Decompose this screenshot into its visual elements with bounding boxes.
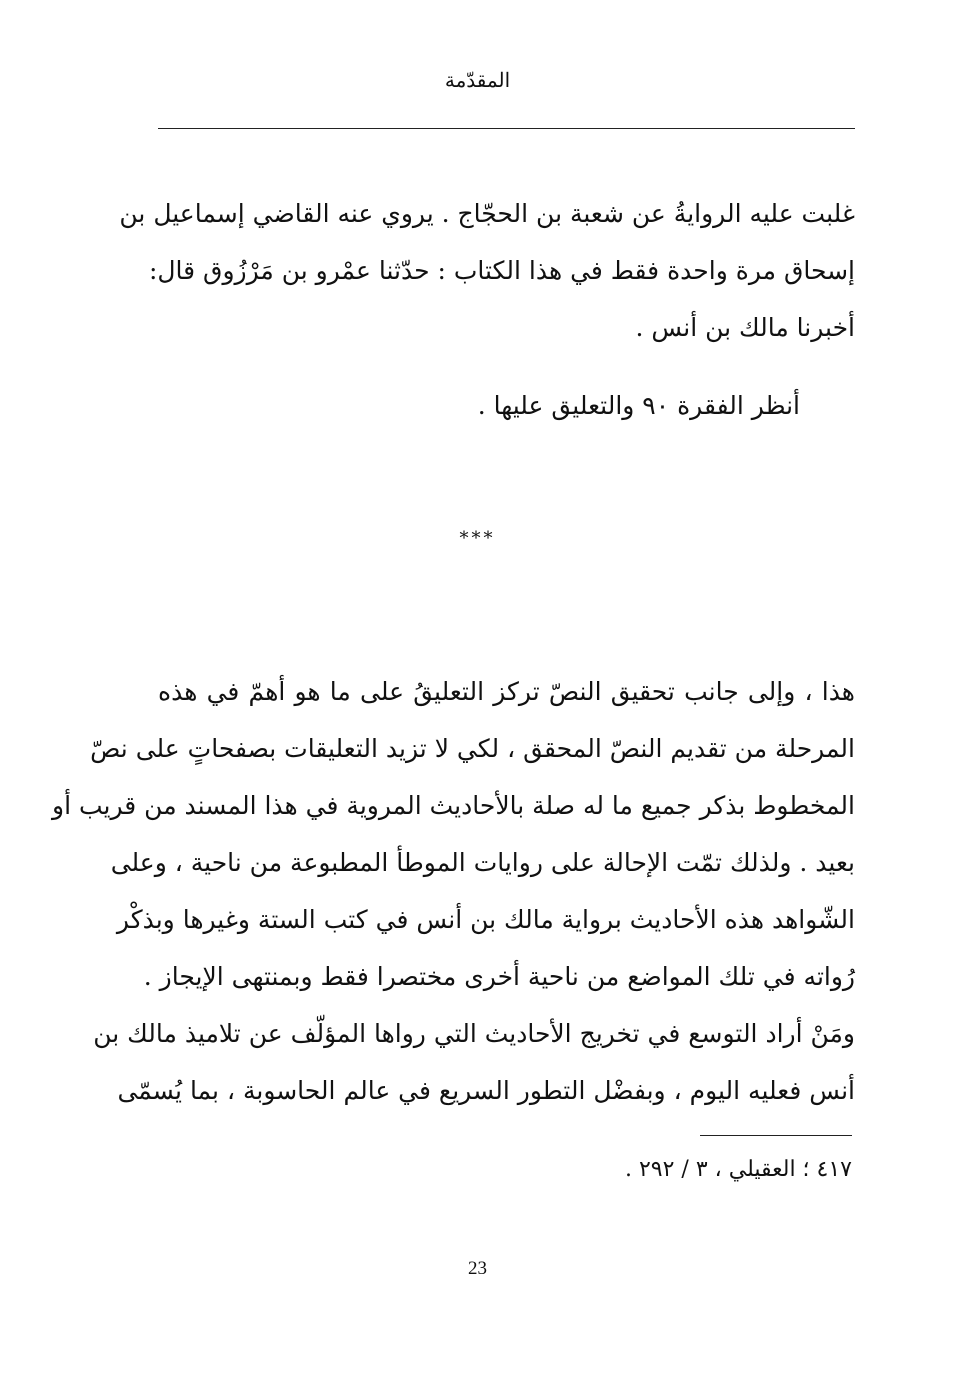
paragraph-2 — [52, 663, 855, 1119]
footnote-rule — [700, 1135, 852, 1136]
paragraph-2-line: ومَنْ أراد التوسع في تخريج الأحاديث التي رواها المؤلّف عن تلاميذ مالك بن — [93, 1019, 855, 1048]
paragraph-1-line: غلبت عليه الروايةُ عن شعبة بن الحجّاج . يروي عنه القاضي إسماعيل بن — [119, 199, 855, 228]
paragraph-2-line: بعيد . ولذلك تمّت الإحالة على روايات الموطأ المطبوعة من ناحية ، وعلى — [110, 848, 855, 877]
page-number: 23 — [468, 1258, 487, 1279]
paragraph-2-line: رُواته في تلك المواضع من ناحية أخرى مختصرا فقط وبمنتهى الإيجاز . — [143, 962, 855, 991]
paragraph-1-line: إسحاق مرة واحدة فقط في هذا الكتاب : حدّثنا عمْرو بن مَرْزُوق قال: — [148, 256, 855, 285]
running-header: المقدّمة — [444, 68, 511, 92]
paragraph-1-line: أخبرنا مالك بن أنس . — [635, 313, 855, 342]
paragraph-2-line: أنس فعليه اليوم ، وبفضْل التطور السريع في عالم الحاسوبة ، بما يُسمّى — [117, 1076, 855, 1105]
footnote: ٤١٧ ؛ العقيلي ، ٣ / ٢٩٢ . — [624, 1157, 852, 1182]
paragraph-2-line: هذا ، وإلى جانب تحقيق النصّ تركز التعليقُ على ما هو أهمّ في هذه — [158, 677, 855, 706]
paragraph-2-line: المرحلة من تقديم النصّ المحقق ، لكي لا تزيد التعليقات بصفحاتٍ على نصّ — [90, 734, 855, 763]
paragraph-2-line: المخطوط بذكر جميع ما له صلة بالأحاديث المروية في هذا المسند من قريب أو — [52, 791, 855, 820]
section-separator: *** — [459, 528, 496, 549]
paragraph-1 — [119, 185, 855, 356]
note-line: أنظر الفقرة ٩٠ والتعليق عليها . — [477, 391, 800, 420]
header-rule — [158, 128, 855, 129]
paragraph-2-line: الشّواهد هذه الأحاديث برواية مالك بن أنس في كتب الستة وغيرها وبذكْر — [116, 905, 855, 934]
